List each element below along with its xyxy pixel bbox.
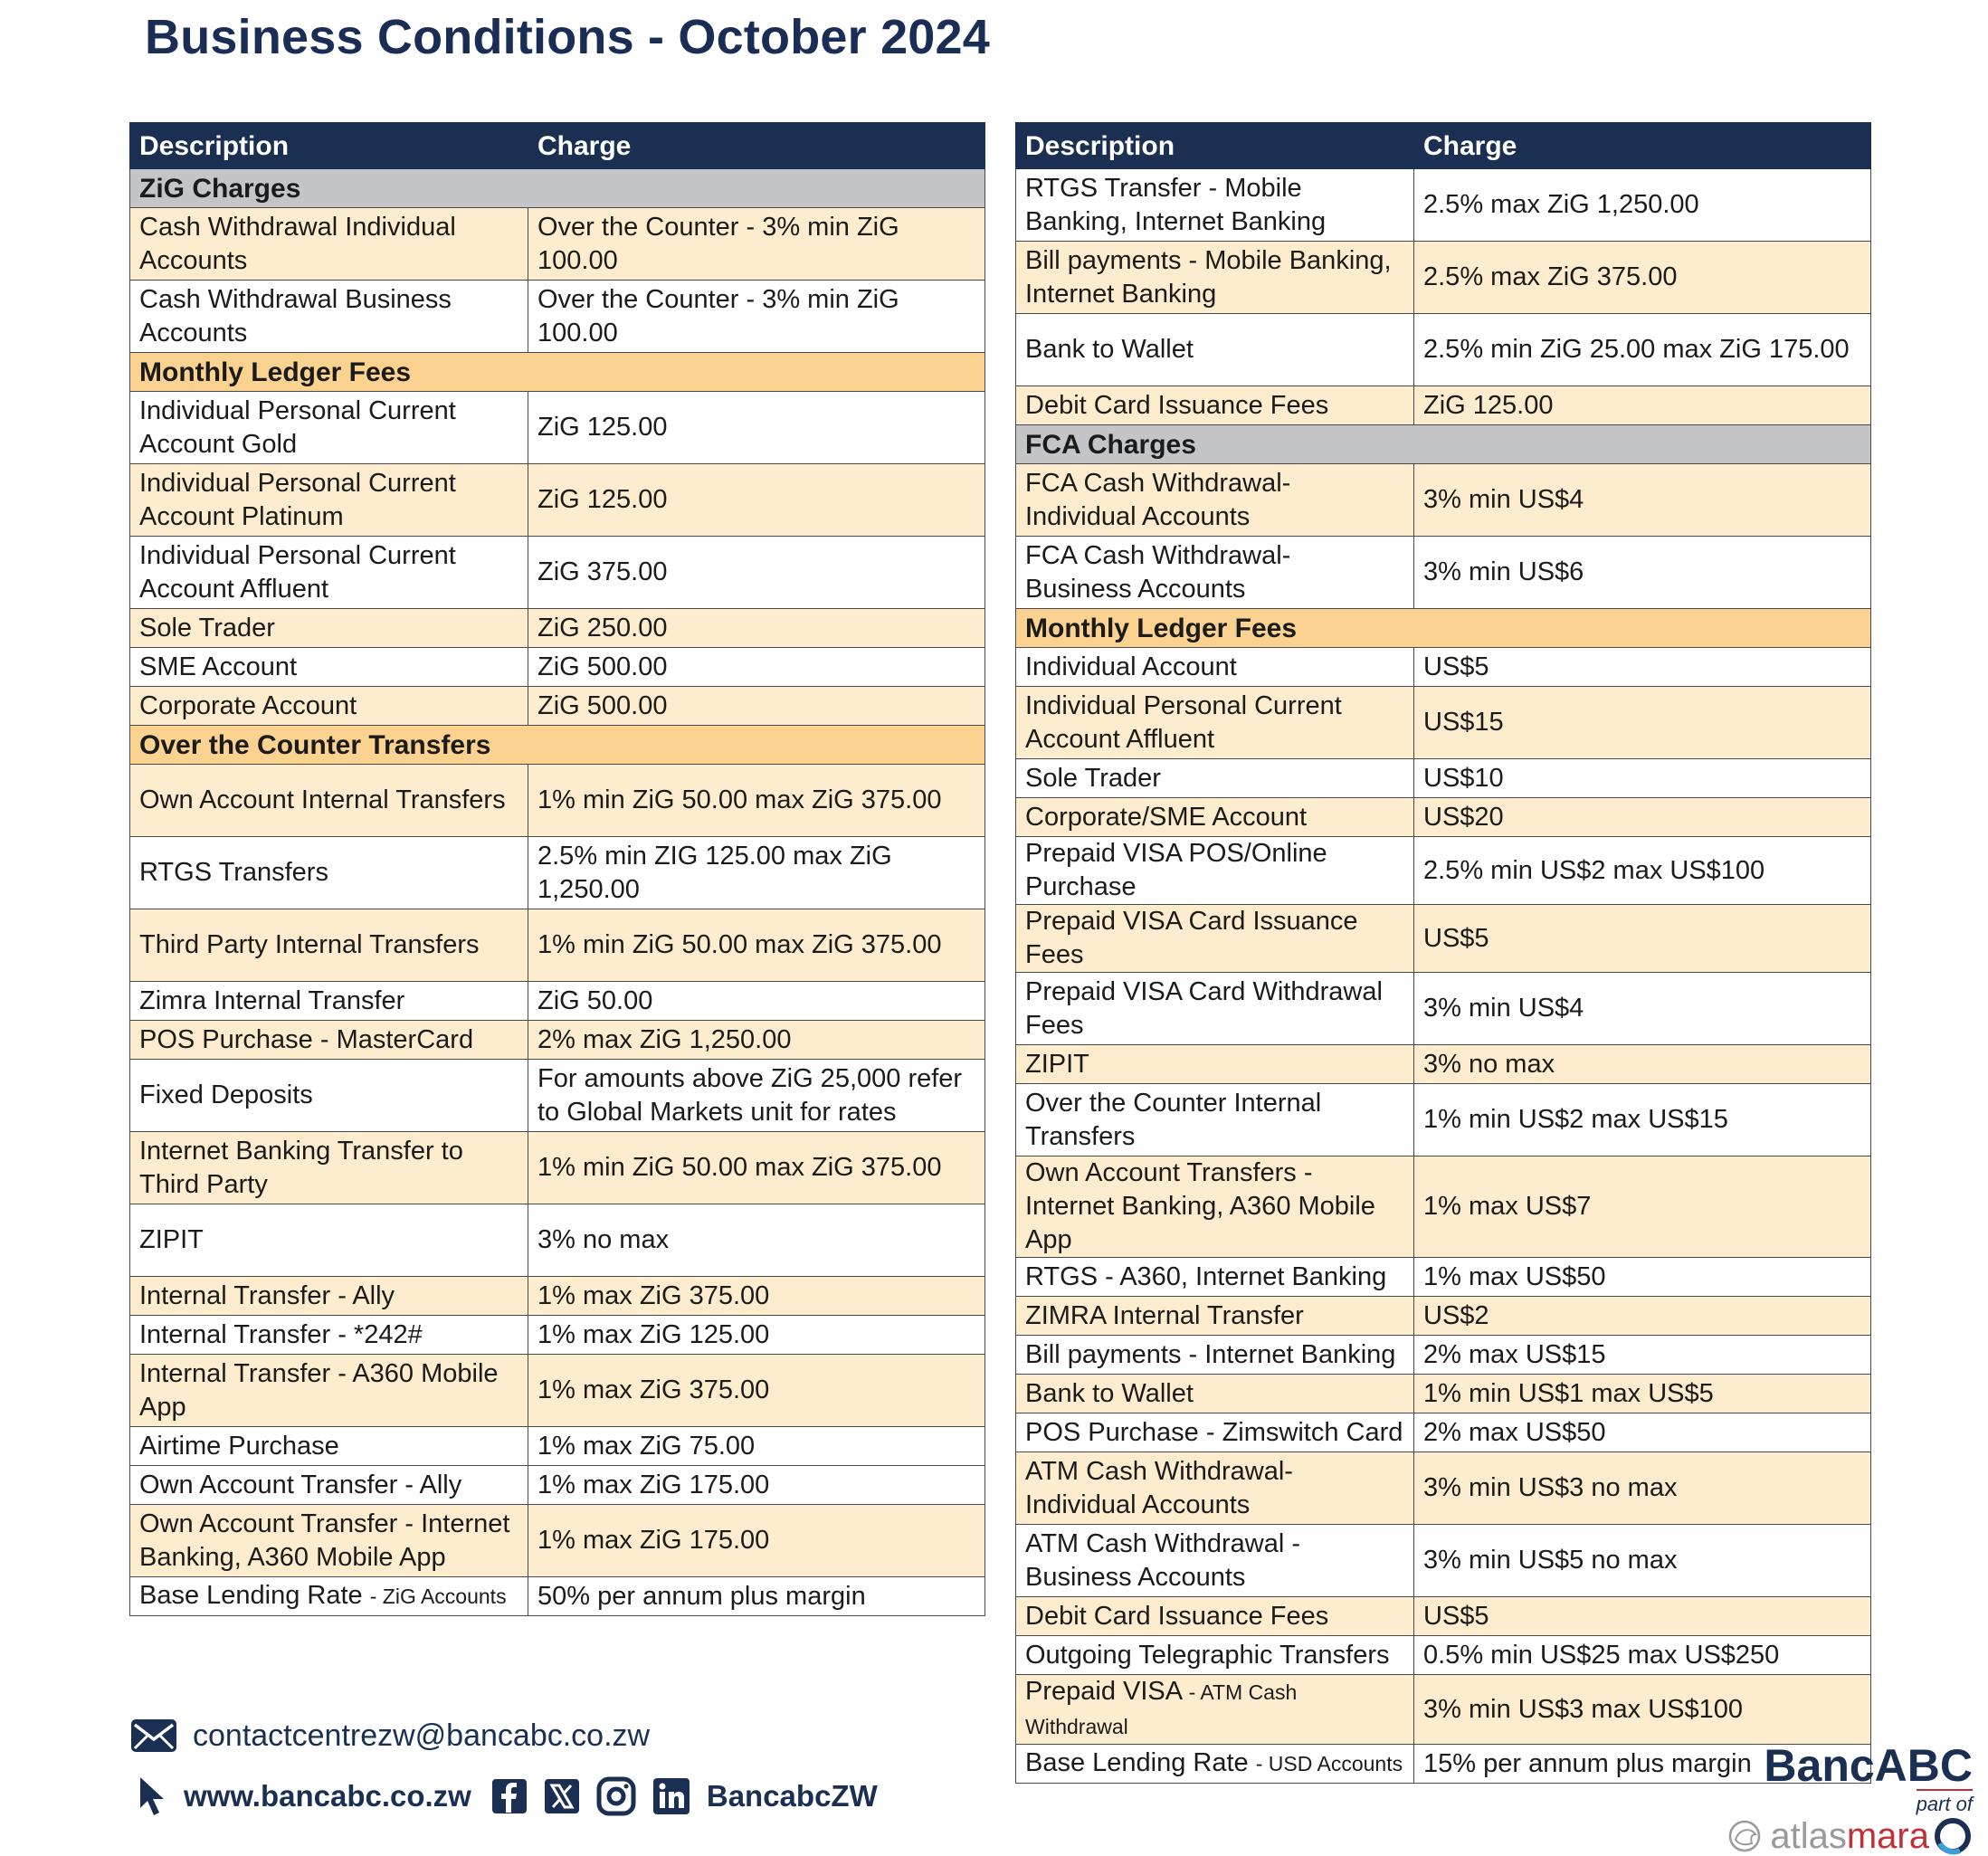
fee-description — [1016, 1297, 1414, 1336]
fee-charge: US$15 — [1414, 687, 1871, 759]
fee-charge: 2.5% max ZiG 375.00 — [1414, 242, 1871, 314]
atlas-ring-icon — [1933, 1816, 1973, 1856]
fee-charge: 1% max ZiG 375.00 — [528, 1355, 985, 1427]
fee-description — [130, 1021, 528, 1060]
fee-description — [1016, 973, 1414, 1045]
fee-row — [1016, 973, 1871, 1045]
section-heading-row — [130, 726, 985, 765]
section-heading: FCA Charges — [1016, 425, 1871, 464]
fee-charge: 1% max ZiG 375.00 — [528, 1277, 985, 1316]
fee-description — [130, 909, 528, 982]
fee-description — [1016, 1084, 1414, 1156]
fee-charge: ZiG 125.00 — [528, 464, 985, 537]
fee-description — [1016, 1375, 1414, 1413]
fee-row — [130, 609, 985, 648]
fee-description — [130, 464, 528, 537]
right-table-body — [1016, 169, 1871, 1784]
fee-description-text: Internal Transfer - A360 Mobile App — [139, 1358, 499, 1422]
fee-row — [130, 1577, 985, 1616]
fee-description-text: FCA Cash Withdrawal- Business Accounts — [1025, 540, 1291, 604]
fee-description — [130, 687, 528, 726]
fee-row — [130, 464, 985, 537]
fee-description — [130, 281, 528, 353]
fee-description-note: - ATM Cash Withdrawal — [1025, 1680, 1298, 1738]
fee-description — [130, 1060, 528, 1132]
fee-charge: US$10 — [1414, 759, 1871, 798]
fee-description — [1016, 1156, 1414, 1258]
fee-description-text: SME Account — [139, 652, 298, 681]
fee-description — [1016, 537, 1414, 609]
fee-description-text: Bill payments - Internet Banking — [1025, 1339, 1396, 1369]
table-header-row — [130, 123, 985, 169]
fee-row — [1016, 242, 1871, 314]
fee-description-text: Own Account Transfer - Internet Banking, A360 Mobile App — [139, 1509, 510, 1572]
fee-row — [1016, 1675, 1871, 1745]
fee-description-text: Airtime Purchase — [139, 1431, 339, 1461]
fee-charge: 3% min US$3 max US$100 — [1414, 1675, 1871, 1745]
section-heading-row — [1016, 609, 1871, 648]
fee-description — [1016, 464, 1414, 537]
fee-description-text: ZIMRA Internal Transfer — [1025, 1300, 1304, 1330]
fee-description-note: - USD Accounts — [1255, 1752, 1403, 1775]
fee-charge: 0.5% min US$25 max US$250 — [1414, 1636, 1871, 1675]
fee-row — [1016, 1156, 1871, 1258]
fee-charge: 1% max US$7 — [1414, 1156, 1871, 1258]
fee-description-text: Individual Account — [1025, 652, 1237, 681]
fee-charge: ZiG 500.00 — [528, 687, 985, 726]
fee-description-note: - ZiG Accounts — [369, 1585, 507, 1608]
fee-charge: ZiG 125.00 — [528, 392, 985, 464]
fee-description — [130, 982, 528, 1021]
x-icon[interactable] — [544, 1778, 580, 1814]
fee-charge: 1% max ZiG 175.00 — [528, 1505, 985, 1577]
fee-charge: 1% min ZiG 50.00 max ZiG 375.00 — [528, 1132, 985, 1204]
brand-partof: part of — [1917, 1789, 1973, 1816]
fee-charge: 50% per annum plus margin — [528, 1577, 985, 1616]
fee-description-text: ATM Cash Withdrawal - Business Accounts — [1025, 1528, 1301, 1592]
fee-description-text: Prepaid VISA POS/Online Purchase — [1025, 839, 1327, 901]
linkedin-icon[interactable] — [652, 1777, 690, 1815]
fee-charge: US$20 — [1414, 798, 1871, 837]
fee-charge: US$5 — [1414, 648, 1871, 687]
fee-row — [130, 982, 985, 1021]
section-heading-row — [1016, 425, 1871, 464]
fee-charge: 3% no max — [528, 1204, 985, 1277]
left-table-body — [130, 169, 985, 1616]
fee-row — [1016, 905, 1871, 973]
fee-row — [1016, 1084, 1871, 1156]
fee-description — [1016, 1452, 1414, 1525]
fee-description-text: Individual Personal Current Account Platinum — [139, 468, 456, 531]
fee-description — [1016, 1675, 1414, 1745]
fee-description-text: Bill payments - Mobile Banking, Internet Banking — [1025, 245, 1392, 309]
fee-description — [1016, 1636, 1414, 1675]
fee-description-text: Prepaid VISA — [1025, 1677, 1182, 1706]
fee-row — [1016, 1597, 1871, 1636]
fee-description-text: Sole Trader — [139, 613, 275, 642]
fee-description-text: RTGS Transfer - Mobile Banking, Internet Banking — [1025, 173, 1327, 236]
fee-row — [130, 1427, 985, 1466]
fee-description — [130, 1204, 528, 1277]
brand-logo — [1728, 1742, 1973, 1856]
fee-description-text: Base Lending Rate — [1025, 1748, 1249, 1777]
fee-description-text: Over the Counter Internal Transfers — [1025, 1088, 1322, 1151]
fee-row — [1016, 798, 1871, 837]
fee-description — [130, 1505, 528, 1577]
fca-charges-table — [1015, 122, 1871, 1784]
fee-row — [130, 1505, 985, 1577]
fee-description — [130, 537, 528, 609]
fee-row — [130, 208, 985, 281]
fee-description-text: Individual Personal Current Account Affluent — [1025, 690, 1342, 754]
cursor-icon — [137, 1775, 167, 1817]
fee-charge: 2.5% max ZiG 1,250.00 — [1414, 169, 1871, 242]
section-heading: ZiG Charges — [130, 169, 985, 208]
fee-row — [1016, 1525, 1871, 1597]
brand-mara: mara — [1846, 1816, 1929, 1856]
fee-description-text: POS Purchase - Zimswitch Card — [1025, 1417, 1403, 1447]
fee-charge: 1% min ZiG 50.00 max ZiG 375.00 — [528, 765, 985, 837]
fee-row — [1016, 169, 1871, 242]
fee-charge: 1% max ZiG 75.00 — [528, 1427, 985, 1466]
fee-description-text: Own Account Transfer - Ally — [139, 1470, 462, 1499]
fee-description-text: Internal Transfer - Ally — [139, 1280, 395, 1310]
fee-row — [130, 909, 985, 982]
mail-icon — [129, 1718, 178, 1754]
fee-description-text: Zimra Internal Transfer — [139, 985, 405, 1015]
fee-description-text: Debit Card Issuance Fees — [1025, 1601, 1329, 1631]
fee-description — [130, 648, 528, 687]
header-description: Description — [1016, 123, 1414, 169]
fee-description-text: FCA Cash Withdrawal- Individual Accounts — [1025, 468, 1291, 531]
fee-row — [1016, 537, 1871, 609]
fee-description — [1016, 798, 1414, 837]
header-description: Description — [130, 123, 528, 169]
lion-icon — [1725, 1818, 1766, 1854]
section-heading: Monthly Ledger Fees — [130, 353, 985, 392]
fee-charge: 2.5% min US$2 max US$100 — [1414, 837, 1871, 905]
fee-description-text: Cash Withdrawal Business Accounts — [139, 284, 452, 347]
fee-description-text: RTGS Transfers — [139, 858, 328, 887]
fee-charge: US$2 — [1414, 1297, 1871, 1336]
fee-description — [1016, 1258, 1414, 1297]
fee-description — [130, 1355, 528, 1427]
fee-description-text: Prepaid VISA Card Issuance Fees — [1025, 907, 1358, 969]
page-title: Business Conditions - October 2024 — [145, 10, 991, 64]
fee-description — [130, 609, 528, 648]
fee-description — [130, 1277, 528, 1316]
fee-charge: 2.5% min ZiG 25.00 max ZiG 175.00 — [1414, 314, 1871, 386]
fee-description — [1016, 169, 1414, 242]
fee-description-text: ZIPIT — [1025, 1049, 1089, 1079]
fee-description-text: Fixed Deposits — [139, 1080, 313, 1109]
fee-description — [1016, 1745, 1414, 1784]
fee-description-text: ATM Cash Withdrawal- Individual Accounts — [1025, 1456, 1293, 1519]
fee-charge: ZiG 500.00 — [528, 648, 985, 687]
fee-row — [1016, 1258, 1871, 1297]
footer-links-line — [129, 1775, 878, 1817]
fee-charge: ZiG 50.00 — [528, 982, 985, 1021]
fee-row — [130, 1466, 985, 1505]
fee-row — [130, 537, 985, 609]
section-heading: Over the Counter Transfers — [130, 726, 985, 765]
fee-charge: 1% min ZiG 50.00 max ZiG 375.00 — [528, 909, 985, 982]
fee-charge: 2% max ZiG 1,250.00 — [528, 1021, 985, 1060]
section-heading: Monthly Ledger Fees — [1016, 609, 1871, 648]
fee-description — [130, 1427, 528, 1466]
fee-description-text: Individual Personal Current Account Affluent — [139, 540, 456, 604]
fee-description — [1016, 314, 1414, 386]
website-link[interactable]: www.bancabc.co.zw — [184, 1779, 471, 1813]
fee-description-text: Third Party Internal Transfers — [139, 930, 480, 959]
zig-charges-table — [129, 122, 985, 1616]
fee-description — [130, 208, 528, 281]
section-heading-row — [130, 169, 985, 208]
fee-charge: 3% min US$6 — [1414, 537, 1871, 609]
fee-description-text: POS Purchase - MasterCard — [139, 1024, 474, 1054]
fee-description — [1016, 648, 1414, 687]
fee-row — [1016, 1045, 1871, 1084]
brand-atlas: atlas — [1770, 1816, 1847, 1856]
fee-row — [130, 1204, 985, 1277]
fee-row — [130, 1132, 985, 1204]
fee-charge: For amounts above ZiG 25,000 refer to Global Markets unit for rates — [528, 1060, 985, 1132]
fee-charge: 1% max ZiG 125.00 — [528, 1316, 985, 1355]
fee-description — [130, 392, 528, 464]
fee-charge: 3% min US$3 no max — [1414, 1452, 1871, 1525]
fee-description-text: Own Account Internal Transfers — [139, 785, 506, 814]
fee-row — [130, 392, 985, 464]
fee-description — [1016, 1597, 1414, 1636]
fee-row — [1016, 1452, 1871, 1525]
fee-row — [130, 281, 985, 353]
fee-description — [1016, 905, 1414, 973]
fee-charge: 3% min US$5 no max — [1414, 1525, 1871, 1597]
fee-row — [130, 1021, 985, 1060]
fee-description — [1016, 242, 1414, 314]
fee-row — [130, 648, 985, 687]
fee-row — [130, 1316, 985, 1355]
fee-description — [1016, 687, 1414, 759]
fee-charge: 1% max ZiG 175.00 — [528, 1466, 985, 1505]
fee-description-text: Own Account Transfers - Internet Banking, A360 Mobile App — [1025, 1158, 1375, 1254]
fee-row — [1016, 759, 1871, 798]
fee-row — [130, 1355, 985, 1427]
fee-row — [1016, 1336, 1871, 1375]
fee-row — [1016, 1375, 1871, 1413]
fee-description-text: RTGS - A360, Internet Banking — [1025, 1261, 1387, 1291]
fee-description — [130, 837, 528, 909]
fee-description-text: Bank to Wallet — [1025, 1378, 1194, 1408]
fee-description — [1016, 1045, 1414, 1084]
fee-description-text: Corporate/SME Account — [1025, 802, 1308, 832]
fee-row — [1016, 1413, 1871, 1452]
fee-charge: US$5 — [1414, 1597, 1871, 1636]
fee-description — [130, 1466, 528, 1505]
fee-charge: ZiG 375.00 — [528, 537, 985, 609]
fee-charge: ZiG 125.00 — [1414, 386, 1871, 425]
fee-description-text: Corporate Account — [139, 690, 357, 720]
fee-row — [1016, 837, 1871, 905]
fee-row — [130, 765, 985, 837]
fee-description-text: ZIPIT — [139, 1225, 204, 1254]
fee-row — [130, 1277, 985, 1316]
fee-description — [1016, 1525, 1414, 1597]
social-handle[interactable]: BancabcZW — [706, 1779, 878, 1813]
fee-row — [1016, 464, 1871, 537]
fee-charge: 2% max US$15 — [1414, 1336, 1871, 1375]
section-heading-row — [130, 353, 985, 392]
fee-charge: 3% min US$4 — [1414, 973, 1871, 1045]
fee-description — [1016, 386, 1414, 425]
header-charge: Charge — [528, 123, 985, 169]
fee-charge: Over the Counter - 3% min ZiG 100.00 — [528, 281, 985, 353]
header-charge: Charge — [1414, 123, 1871, 169]
fee-row — [130, 837, 985, 909]
fee-description — [1016, 759, 1414, 798]
fee-description-text: Cash Withdrawal Individual Accounts — [139, 212, 456, 275]
fee-charge: 2% max US$50 — [1414, 1413, 1871, 1452]
fee-row — [1016, 648, 1871, 687]
fee-charge: 15% per annum plus margin — [1414, 1745, 1871, 1784]
fee-description-text: Base Lending Rate — [139, 1581, 363, 1610]
atlasmara-logo — [1728, 1816, 1973, 1856]
fee-description — [1016, 837, 1414, 905]
fee-row — [130, 1060, 985, 1132]
fee-row — [1016, 314, 1871, 386]
fee-description-text: Sole Trader — [1025, 763, 1161, 793]
fee-description-text: Internet Banking Transfer to Third Party — [139, 1136, 463, 1199]
fee-charge: US$5 — [1414, 905, 1871, 973]
fee-row — [130, 687, 985, 726]
fee-row — [1016, 1636, 1871, 1675]
fee-charge: Over the Counter - 3% min ZiG 100.00 — [528, 208, 985, 281]
instagram-icon[interactable] — [596, 1776, 636, 1816]
footer-email-line — [129, 1718, 650, 1754]
fee-description — [130, 1577, 528, 1616]
fee-charge: 3% min US$4 — [1414, 464, 1871, 537]
fee-charge: 2.5% min ZIG 125.00 max ZiG 1,250.00 — [528, 837, 985, 909]
fee-charge: 1% min US$2 max US$15 — [1414, 1084, 1871, 1156]
brand-name: BancABC — [1764, 1740, 1973, 1791]
fee-description-text: Internal Transfer - *242# — [139, 1319, 423, 1349]
fee-description-text: Bank to Wallet — [1025, 335, 1194, 364]
fee-description — [130, 1316, 528, 1355]
fee-charge: ZiG 250.00 — [528, 609, 985, 648]
fee-description-text: Prepaid VISA Card Withdrawal Fees — [1025, 976, 1383, 1040]
table-header-row — [1016, 123, 1871, 169]
fee-description — [130, 1132, 528, 1204]
facebook-icon[interactable] — [491, 1778, 528, 1814]
fee-description-text: Individual Personal Current Account Gold — [139, 395, 456, 459]
fee-charge: 1% max US$50 — [1414, 1258, 1871, 1297]
fee-charge: 3% no max — [1414, 1045, 1871, 1084]
fee-row — [1016, 1297, 1871, 1336]
fee-description-text: Debit Card Issuance Fees — [1025, 390, 1329, 420]
fee-description — [1016, 1413, 1414, 1452]
fee-description-text: Outgoing Telegraphic Transfers — [1025, 1640, 1390, 1670]
fee-row — [1016, 687, 1871, 759]
email-link[interactable]: contactcentrezw@bancabc.co.zw — [193, 1718, 651, 1753]
fee-charge: 1% min US$1 max US$5 — [1414, 1375, 1871, 1413]
fee-description — [1016, 1336, 1414, 1375]
fee-description — [130, 765, 528, 837]
fee-row — [1016, 386, 1871, 425]
